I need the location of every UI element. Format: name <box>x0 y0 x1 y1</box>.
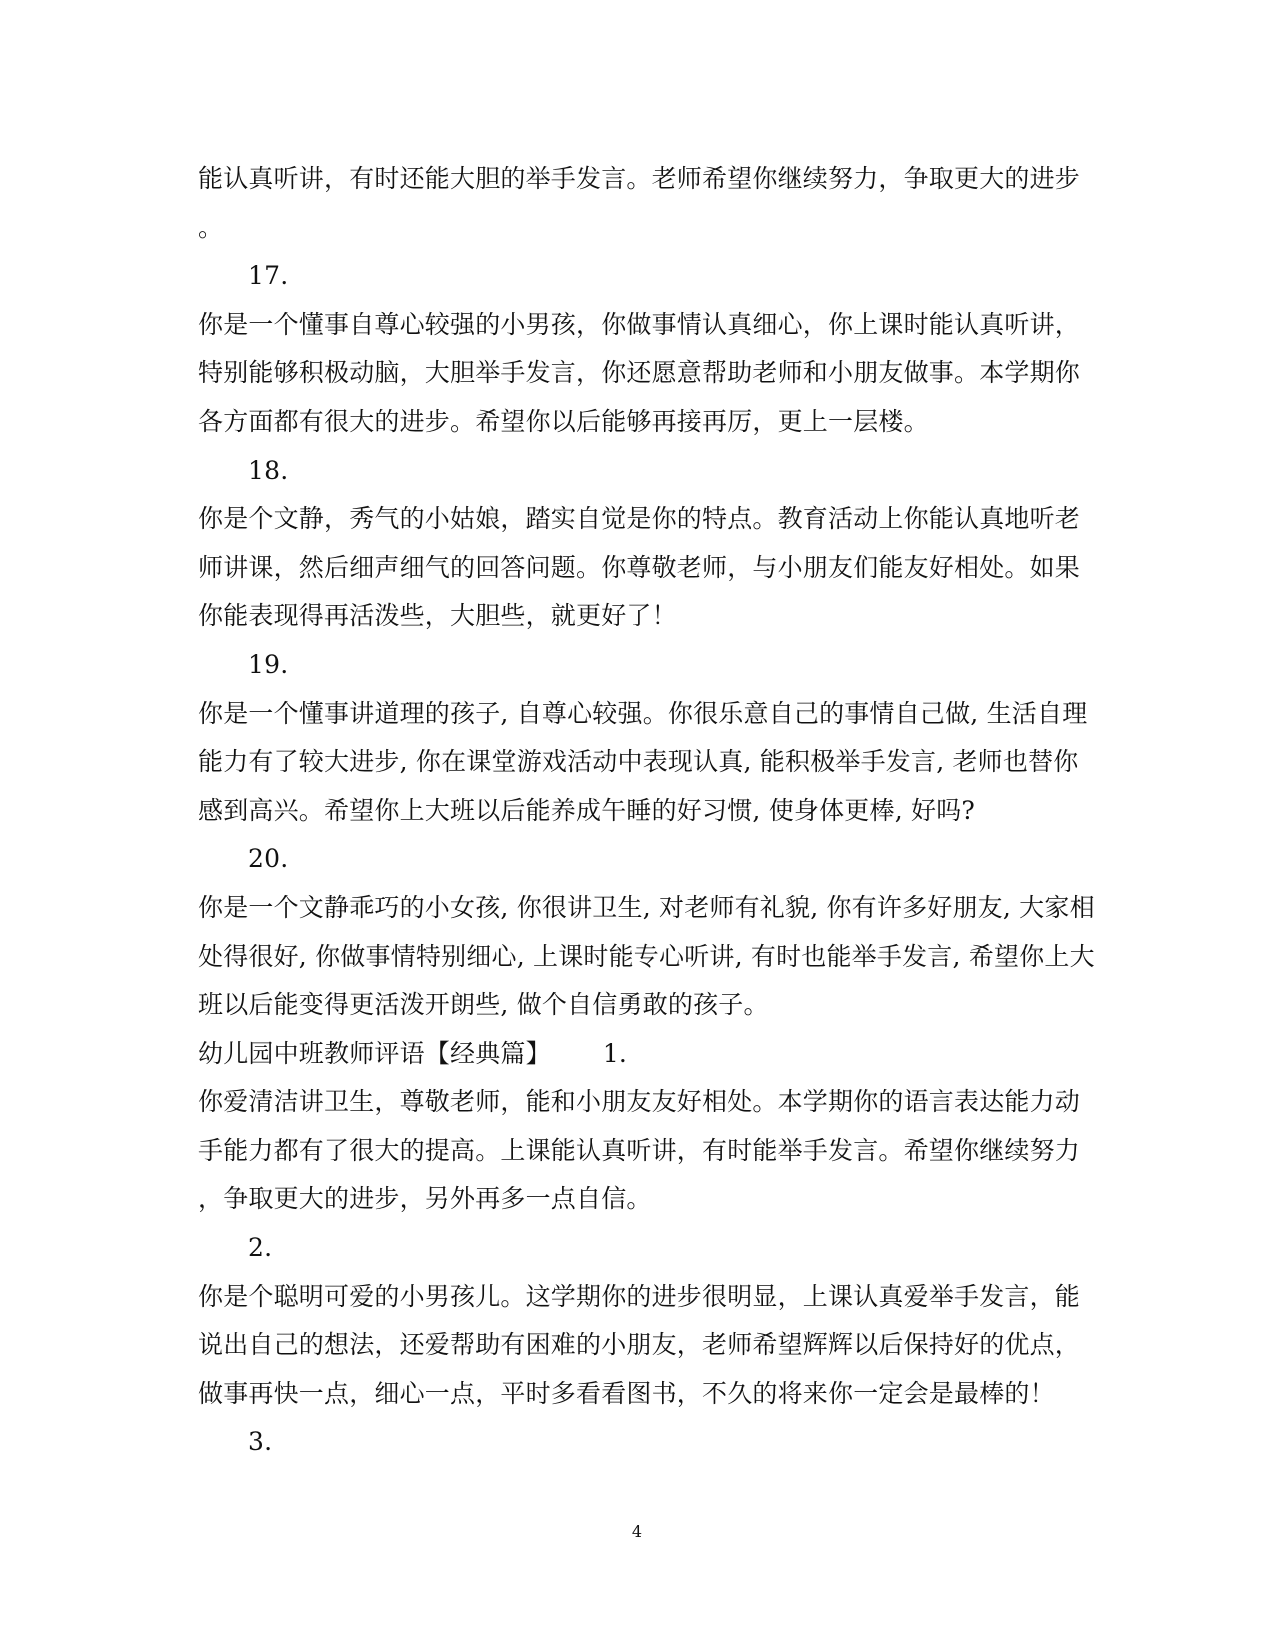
item-number: 20. <box>248 844 289 874</box>
text-line: 特别能够积极动脑，大胆举手发言，你还愿意帮助老师和小朋友做事。本学期你 <box>198 358 1081 388</box>
text-line: ，争取更大的进步，另外再多一点自信。 <box>198 1184 652 1214</box>
text-line: 说出自己的想法，还爱帮助有困难的小朋友，老师希望辉辉以后保持好的优点， <box>198 1330 1081 1360</box>
text-line: 处得很好, 你做事情特别细心, 上课时能专心听讲, 有时也能举手发言, 希望你上大 <box>198 941 1095 971</box>
text-line: 。 <box>198 212 224 242</box>
text-line: 你爱清洁讲卫生，尊敬老师，能和小朋友友好相处。本学期你的语言表达能力动 <box>198 1087 1081 1117</box>
text-line: 你是一个文静乖巧的小女孩, 你很讲卫生, 对老师有礼貌, 你有许多好朋友, 大家相 <box>198 892 1095 922</box>
page-number: 4 <box>631 1522 643 1541</box>
text-line: 手能力都有了很大的提高。上课能认真听讲，有时能举手发言。希望你继续努力 <box>198 1135 1081 1165</box>
text-line: 做事再快一点，细心一点，平时多看看图书，不久的将来你一定会是最棒的！ <box>198 1378 1055 1408</box>
document-body <box>198 155 1095 1467</box>
text-line: 能力有了较大进步, 你在课堂游戏活动中表现认真, 能积极举手发言, 老师也替你 <box>198 747 1079 777</box>
item-number: 18. <box>248 455 289 485</box>
text-line: 你是一个懂事自尊心较强的小男孩，你做事情认真细心，你上课时能认真听讲， <box>198 309 1081 339</box>
text-line: 感到高兴。希望你上大班以后能养成午睡的好习惯, 使身体更棒, 好吗? <box>198 795 975 825</box>
text-line: 你是一个懂事讲道理的孩子, 自尊心较强。你很乐意自己的事情自己做, 生活自理 <box>198 698 1088 728</box>
text-line: 各方面都有很大的进步。希望你以后能够再接再厉，更上一层楼。 <box>198 406 929 436</box>
item-number: 17. <box>248 261 289 291</box>
item-number: 1. <box>602 1038 628 1068</box>
item-number: 2. <box>248 1233 273 1263</box>
text-line: 师讲课，然后细声细气的回答问题。你尊敬老师，与小朋友们能友好相处。如果 <box>198 552 1081 582</box>
text-line: 能认真听讲，有时还能大胆的举手发言。老师希望你继续努力，争取更大的进步 <box>198 164 1081 193</box>
text-line: 你是个文静，秀气的小姑娘，踏实自觉是你的特点。教育活动上你能认真地听老 <box>198 504 1081 534</box>
text-line: 你能表现得再活泼些，大胆些，就更好了！ <box>198 601 677 631</box>
item-number: 19. <box>248 649 289 679</box>
section-heading-title: 幼儿园中班教师评语【经典篇】 <box>198 1038 551 1068</box>
text-line: 你是个聪明可爱的小男孩儿。这学期你的进步很明显，上课认真爱举手发言，能 <box>198 1281 1081 1311</box>
item-number: 3. <box>248 1427 273 1457</box>
text-line: 班以后能变得更活泼开朗些, 做个自信勇敢的孩子。 <box>198 990 769 1020</box>
section-heading <box>198 1030 1078 1079</box>
